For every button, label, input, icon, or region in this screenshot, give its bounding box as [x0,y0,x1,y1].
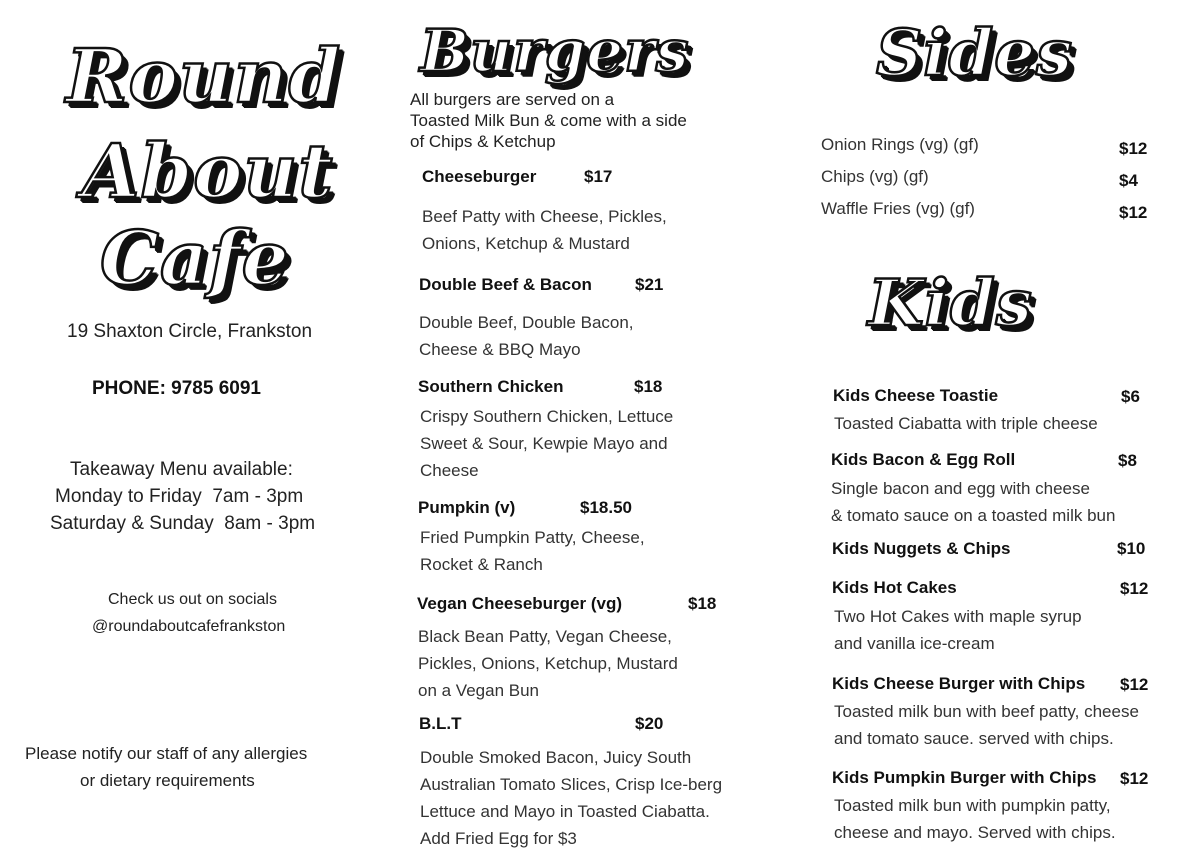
burger-desc: Double Beef, Double Bacon, [419,313,634,332]
side-price-chips: $4 [1119,171,1138,190]
burger-desc: on a Vegan Bun [418,681,540,700]
kids-desc: and vanilla ice-cream [834,634,995,653]
burger-desc: Beef Patty with Cheese, Pickles, [422,207,667,226]
phone-number: PHONE: 9785 6091 [92,378,261,399]
kids-price-bacon-egg-roll: $8 [1118,451,1137,470]
side-name-waffle-fries: Waffle Fries (vg) (gf) [821,199,975,218]
side-name-onion-rings: Onion Rings (vg) (gf) [821,135,979,154]
kids-desc: Toasted milk bun with beef patty, cheese [834,702,1139,721]
allergy-notice-line-2: or dietary requirements [80,771,255,790]
burger-desc: Lettuce and Mayo in Toasted Ciabatta. [420,802,710,821]
kids-desc: cheese and mayo. Served with chips. [834,823,1116,842]
burgers-intro-3: of Chips & Ketchup [410,132,556,151]
kids-name-cheese-burger: Kids Cheese Burger with Chips [832,674,1086,693]
side-price-waffle-fries: $12 [1119,203,1148,222]
kids-price-hot-cakes: $12 [1120,579,1149,598]
burgers-intro-2: Toasted Milk Bun & come with a side [410,111,687,130]
kids-price-cheese-burger: $12 [1120,675,1149,694]
kids-name-hot-cakes: Kids Hot Cakes [832,578,957,597]
kids-title: Kids [868,266,1033,341]
logo-line-1: Round [66,34,342,120]
kids-desc: & tomato sauce on a toasted milk bun [831,506,1116,525]
burger-desc: Crispy Southern Chicken, Lettuce [420,407,674,426]
burger-desc: Black Bean Patty, Vegan Cheese, [418,627,672,646]
kids-price-nuggets-chips: $10 [1117,539,1146,558]
burger-name-double-beef-bacon: Double Beef & Bacon [419,275,592,294]
kids-name-cheese-toastie: Kids Cheese Toastie [833,386,999,405]
burger-desc: Add Fried Egg for $3 [420,829,577,848]
kids-name-nuggets-chips: Kids Nuggets & Chips [832,539,1011,558]
burger-price-cheeseburger: $17 [584,167,613,186]
socials-title: Check us out on socials [108,591,277,608]
takeaway-title: Takeaway Menu available: [70,459,293,480]
hours-weekend: Saturday & Sunday 8am - 3pm [50,513,316,534]
burgers-title: Burgers [420,17,690,85]
burger-name-vegan-cheeseburger: Vegan Cheeseburger (vg) [417,594,623,613]
kids-desc: Toasted Ciabatta with triple cheese [834,414,1098,433]
burger-desc: Australian Tomato Slices, Crisp Ice-berg [420,775,723,794]
burger-desc: Double Smoked Bacon, Juicy South [420,748,692,767]
burger-name-southern-chicken: Southern Chicken [418,377,564,396]
kids-price-cheese-toastie: $6 [1121,387,1140,406]
allergy-notice-line-1: Please notify our staff of any allergies [25,744,308,763]
burgers-intro-1: All burgers are served on a [410,90,615,109]
burger-price-double-beef-bacon: $21 [635,275,664,294]
kids-price-pumpkin-burger: $12 [1120,769,1149,788]
kids-name-bacon-egg-roll: Kids Bacon & Egg Roll [831,450,1016,469]
logo-line-3: Cafe [100,216,290,302]
side-price-onion-rings: $12 [1119,139,1148,158]
burger-desc: Fried Pumpkin Patty, Cheese, [420,528,645,547]
burger-name-blt: B.L.T [419,714,462,733]
kids-desc: Single bacon and egg with cheese [831,479,1090,498]
burger-price-pumpkin: $18.50 [580,498,632,517]
burger-desc: Cheese [420,461,479,480]
address: 19 Shaxton Circle, Frankston [67,321,313,342]
burger-desc: Onions, Ketchup & Mustard [422,234,630,253]
burger-price-vegan-cheeseburger: $18 [688,594,717,613]
burger-name-pumpkin: Pumpkin (v) [418,498,516,517]
socials-handle: @roundaboutcafefrankston [92,618,286,635]
sides-title: Sides [876,16,1074,91]
burger-name-cheeseburger: Cheeseburger [422,167,537,186]
kids-desc: Toasted milk bun with pumpkin patty, [834,796,1111,815]
hours-weekdays: Monday to Friday 7am - 3pm [55,486,304,507]
kids-name-pumpkin-burger: Kids Pumpkin Burger with Chips [832,768,1097,787]
kids-desc: and tomato sauce. served with chips. [834,729,1114,748]
burger-desc: Cheese & BBQ Mayo [419,340,581,359]
burger-price-southern-chicken: $18 [634,377,663,396]
burger-desc: Pickles, Onions, Ketchup, Mustard [418,654,678,673]
burger-desc: Sweet & Sour, Kewpie Mayo and [420,434,668,453]
side-name-chips: Chips (vg) (gf) [821,167,929,186]
logo-line-2: About [82,129,334,215]
kids-desc: Two Hot Cakes with maple syrup [834,607,1082,626]
burger-desc: Rocket & Ranch [420,555,543,574]
burger-price-blt: $20 [635,714,664,733]
